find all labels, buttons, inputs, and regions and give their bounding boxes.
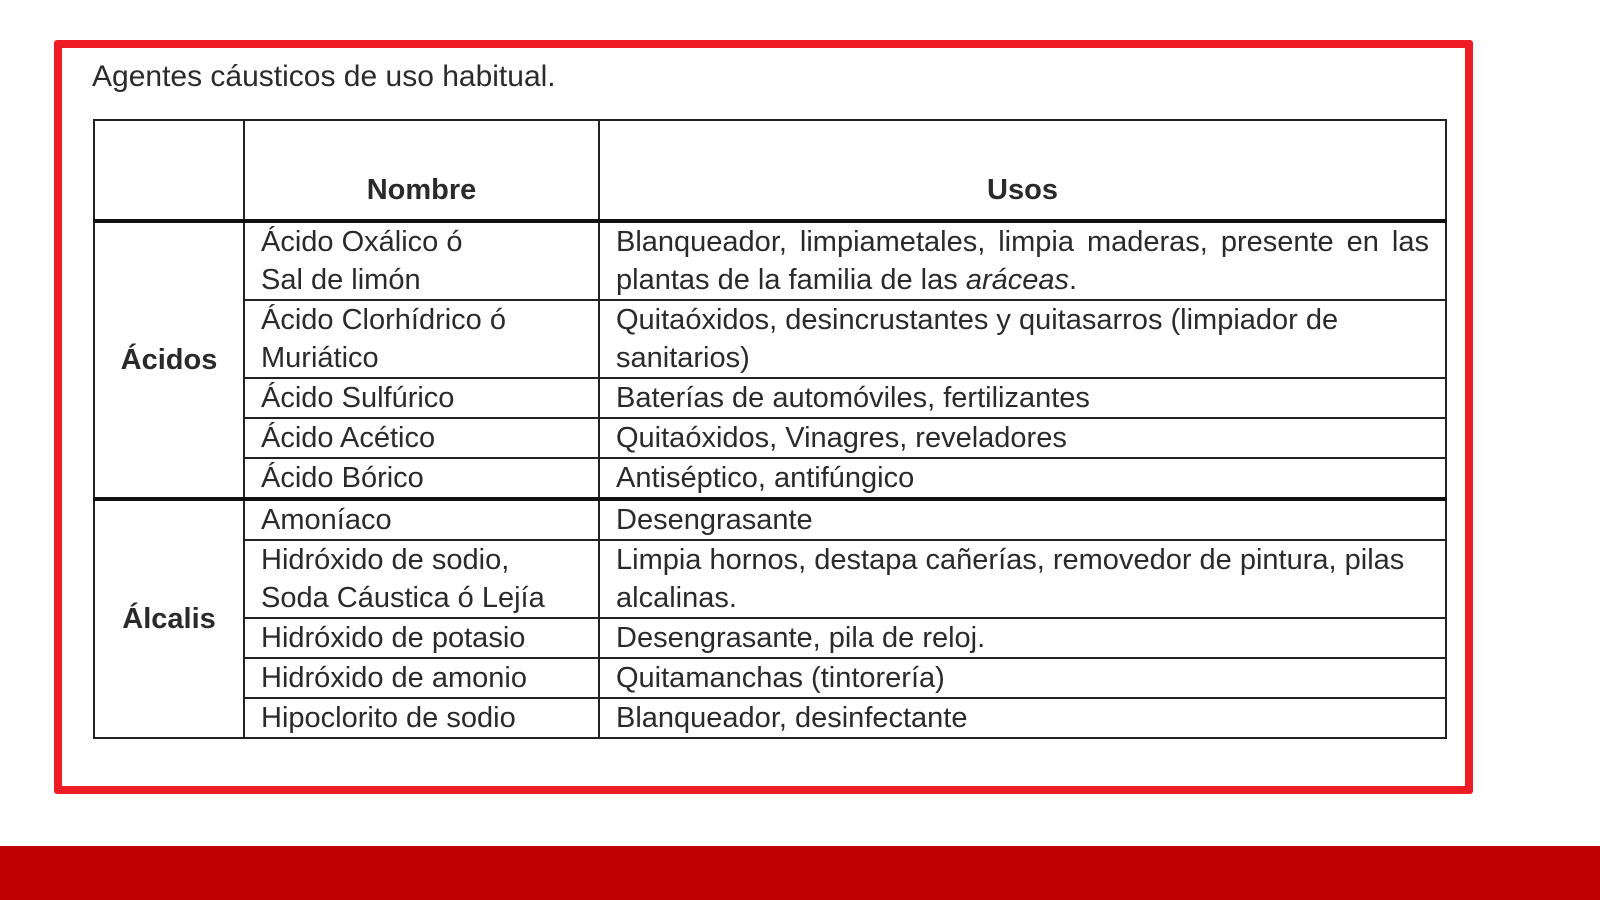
agent-name: Amoníaco	[244, 499, 599, 540]
agent-uses: Antiséptico, antifúngico	[599, 458, 1446, 499]
table-row	[94, 418, 1446, 458]
agent-uses: Baterías de automóviles, fertilizantes	[599, 378, 1446, 418]
highlight-frame	[54, 40, 1473, 794]
agent-name: Ácido Acético	[244, 418, 599, 458]
table-row	[94, 300, 1446, 378]
table-row	[94, 221, 1446, 300]
table-row	[94, 698, 1446, 738]
table-row	[94, 540, 1446, 618]
table-row	[94, 458, 1446, 499]
agent-name: Hidróxido de sodio, Soda Cáustica ó Lejía	[244, 540, 599, 618]
agent-uses: Blanqueador, limpiametales, limpia maderas, presente en las plantas de la familia de las aráceas.	[599, 221, 1446, 300]
agent-name: Ácido Sulfúrico	[244, 378, 599, 418]
agent-uses: Blanqueador, desinfectante	[599, 698, 1446, 738]
header-name: Nombre	[244, 120, 599, 221]
agent-name: Hidróxido de potasio	[244, 618, 599, 658]
table-row	[94, 658, 1446, 698]
agent-uses: Desengrasante, pila de reloj.	[599, 618, 1446, 658]
agent-uses: Desengrasante	[599, 499, 1446, 540]
agent-uses: Quitaóxidos, desincrustantes y quitasarros (limpiador de sanitarios)	[599, 300, 1446, 378]
agent-name: Hipoclorito de sodio	[244, 698, 599, 738]
table-row	[94, 378, 1446, 418]
table-row	[94, 499, 1446, 540]
agent-name: Ácido Bórico	[244, 458, 599, 499]
group-label-alkalis: Álcalis	[94, 499, 244, 738]
agent-name: Hidróxido de amonio	[244, 658, 599, 698]
agent-uses: Limpia hornos, destapa cañerías, removedor de pintura, pilas alcalinas.	[599, 540, 1446, 618]
agent-name: Ácido Oxálico ó Sal de limón	[244, 221, 599, 300]
group-label-acids: Ácidos	[94, 221, 244, 499]
table-header-row	[94, 120, 1446, 221]
footer-bar	[0, 846, 1600, 900]
table-row	[94, 618, 1446, 658]
table-caption: Agentes cáusticos de uso habitual.	[92, 60, 556, 93]
agent-name: Ácido Clorhídrico ó Muriático	[244, 300, 599, 378]
agent-uses: Quitamanchas (tintorería)	[599, 658, 1446, 698]
header-uses: Usos	[599, 120, 1446, 221]
header-group	[94, 120, 244, 221]
agent-uses: Quitaóxidos, Vinagres, reveladores	[599, 418, 1446, 458]
caustic-agents-table	[93, 119, 1447, 739]
